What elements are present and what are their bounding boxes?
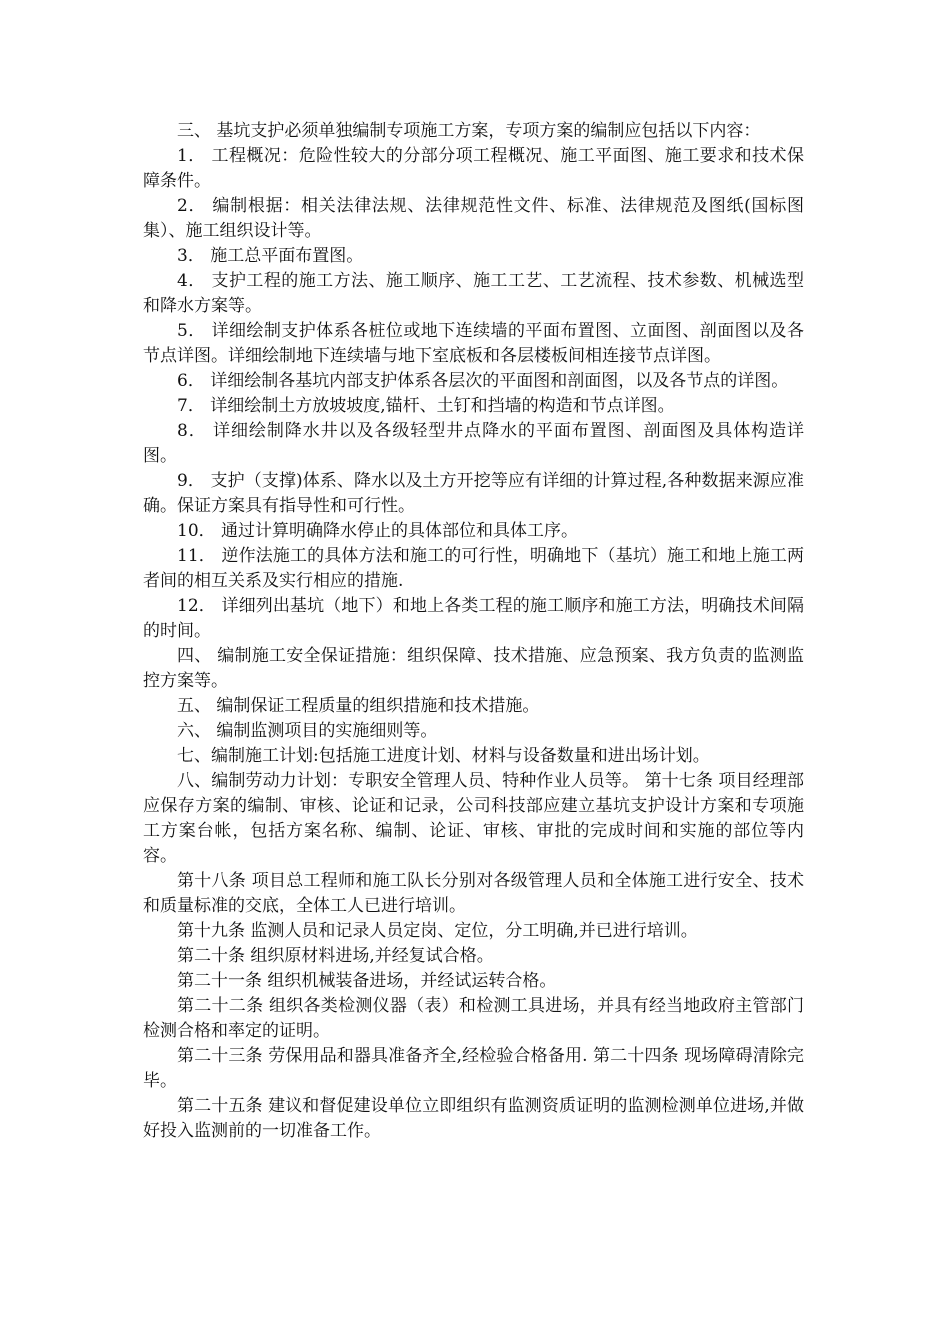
paragraph-section-5: 五、 编制保证工程质量的组织措施和技术措施。 — [177, 696, 540, 716]
paragraph-article-21: 第二十一条 组织机械装备进场，并经试运转合格。 — [177, 971, 557, 991]
paragraph-item-6: 6． 详细绘制各基坑内部支护体系各层次的平面图和剖面图，以及各节点的详图。 — [177, 371, 789, 391]
paragraph-item-12: 12． 详细列出基坑（地下）和地上各类工程的施工顺序和施工方法，明确技术间隔的时间。 — [143, 596, 804, 641]
paragraph-section-4: 四、 编制施工安全保证措施：组织保障、技术措施、应急预案、我方负责的监测监控方案等。 — [143, 646, 804, 691]
paragraph-article-23: 第二十三条 劳保用品和器具准备齐全,经检验合格备用. 第二十四条 现场障碍清除完毕。 — [143, 1046, 804, 1091]
paragraph-article-22: 第二十二条 组织各类检测仪器（表）和检测工具进场，并具有经当地政府主管部门检测合格和率定的证明。 — [143, 996, 804, 1041]
paragraph-article-25: 第二十五条 建议和督促建设单位立即组织有监测资质证明的监测检测单位进场,并做好投入监测前的一切准备工作。 — [143, 1096, 804, 1141]
paragraph-item-10: 10． 通过计算明确降水停止的具体部位和具体工序。 — [177, 521, 579, 541]
paragraph-item-5: 5． 详细绘制支护体系各桩位或地下连续墙的平面布置图、立面图、剖面图以及各节点详图。详细绘制地下连续墙与地下室底板和各层楼板间相连接节点详图。 — [143, 321, 804, 366]
paragraph-article-18: 第十八条 项目总工程师和施工队长分别对各级管理人员和全体施工进行安全、技术和质量标准的交底，全体工人已进行培训。 — [143, 871, 804, 916]
document-body — [143, 119, 804, 1144]
paragraph-article-19: 第十九条 监测人员和记录人员定岗、定位，分工明确,并已进行培训。 — [177, 921, 698, 941]
paragraph-section-3: 三、 基坑支护必须单独编制专项施工方案，专项方案的编制应包括以下内容： — [177, 121, 761, 141]
paragraph-item-4: 4． 支护工程的施工方法、施工顺序、施工工艺、工艺流程、技术参数、机械选型和降水方案等。 — [143, 271, 804, 316]
paragraph-item-11: 11． 逆作法施工的具体方法和施工的可行性，明确地下（基坑）施工和地上施工两者间的相互关系及实行相应的措施. — [143, 546, 804, 591]
paragraph-item-3: 3． 施工总平面布置图。 — [177, 246, 364, 266]
paragraph-item-1: 1． 工程概况：危险性较大的分部分项工程概况、施工平面图、施工要求和技术保障条件。 — [143, 146, 804, 191]
paragraph-article-20: 第二十条 组织原材料进场,并经复试合格。 — [177, 946, 494, 966]
paragraph-item-9: 9． 支护（支撑)体系、降水以及土方开挖等应有详细的计算过程,各种数据来源应准确。保证方案具有指导性和可行性。 — [143, 471, 804, 516]
paragraph-item-2: 2． 编制根据：相关法律法规、法律规范性文件、标准、法律规范及图纸(国标图集）、施工组织设计等。 — [143, 196, 804, 241]
paragraph-item-8: 8． 详细绘制降水井以及各级轻型井点降水的平面布置图、剖面图及具体构造详图。 — [143, 421, 804, 466]
paragraph-section-6: 六、 编制监测项目的实施细则等。 — [177, 721, 438, 741]
paragraph-section-7: 七、编制施工计划:包括施工进度计划、材料与设备数量和进出场计划。 — [177, 746, 710, 766]
paragraph-item-7: 7． 详细绘制土方放坡坡度,锚杆、土钉和挡墙的构造和节点详图。 — [177, 396, 675, 416]
paragraph-section-8: 八、编制劳动力计划：专职安全管理人员、特种作业人员等。 第十七条 项目经理部应保存方案的编制、审核、论证和记录，公司科技部应建立基坑支护设计方案和专项施工方案台帐，包括方案名称、编制、论证、审核、审批的完成时间和实施的部位等内容。 — [143, 771, 804, 866]
